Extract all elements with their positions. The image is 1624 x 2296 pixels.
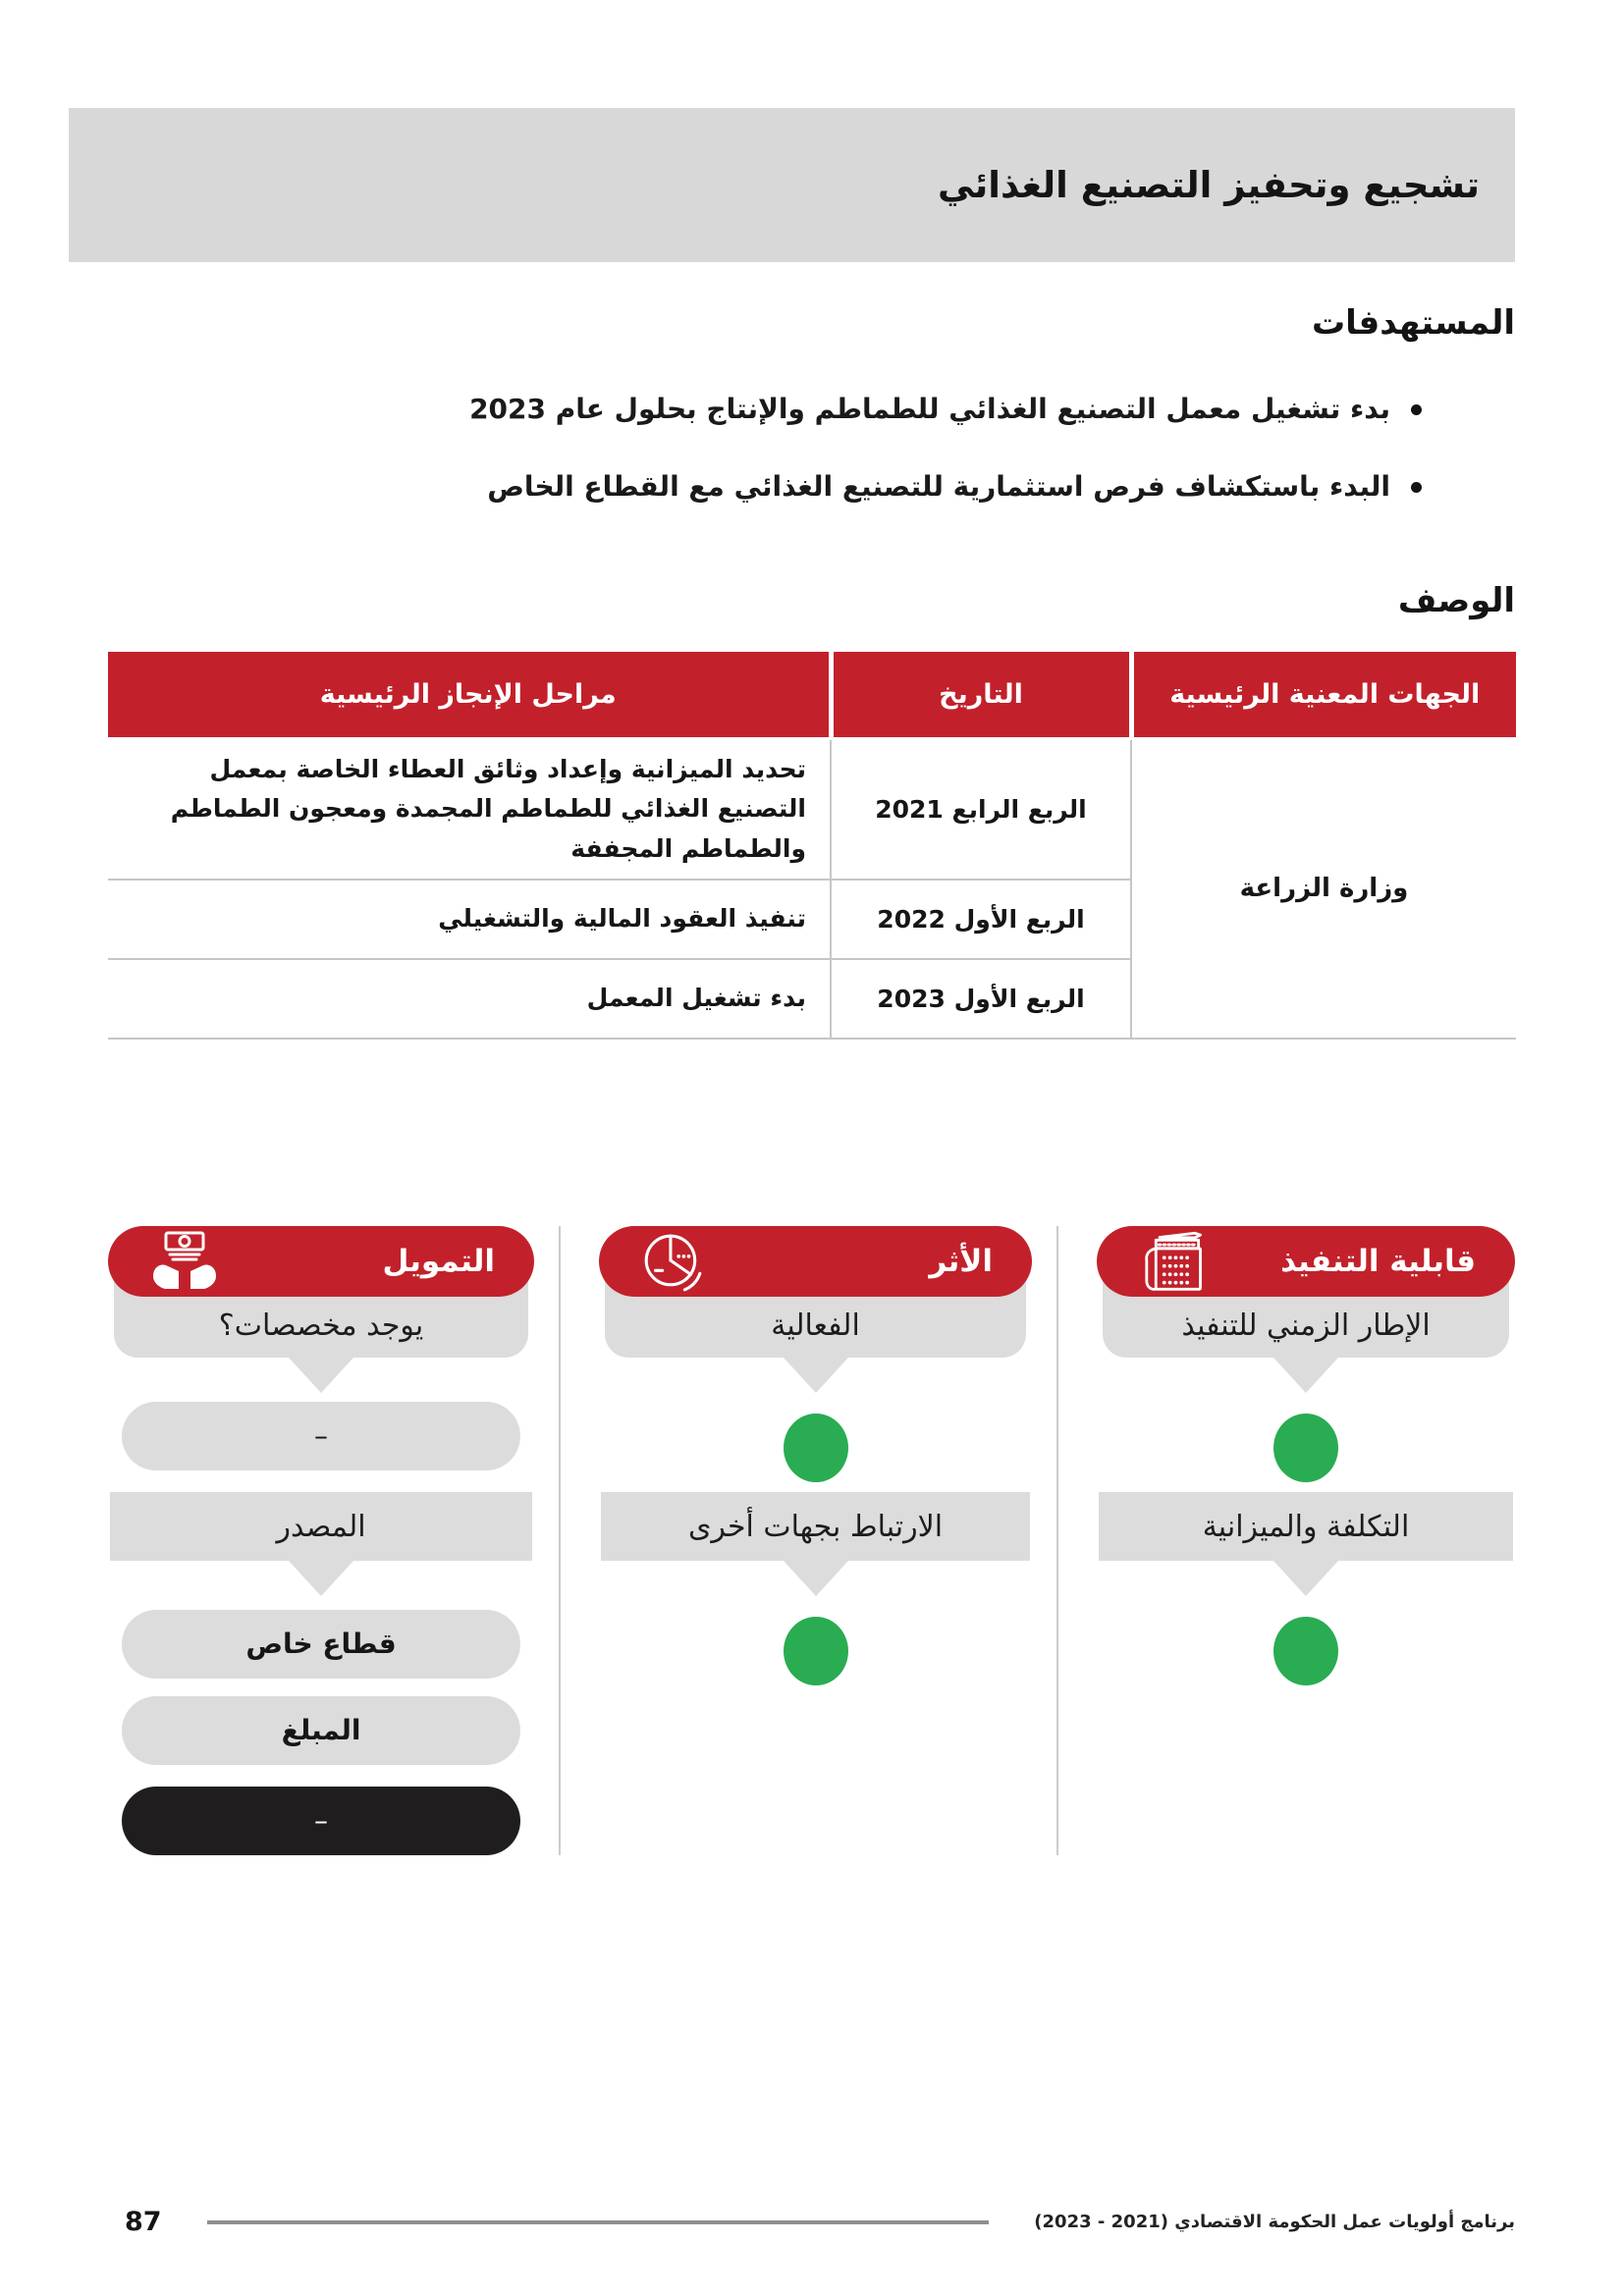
entity-cell: وزارة الزراعة <box>1131 738 1516 1039</box>
funding-field-label <box>110 1492 532 1561</box>
funding-field-value: – <box>122 1402 520 1470</box>
milestone-cell: تحديد الميزانية وإعداد وثائق العطاء الخاصة بمعمل التصنيع الغذائي للطماطم المجمدة ومعجون الطماطم والطماطم المجففة <box>108 738 831 880</box>
criterion-text: الفعالية <box>771 1308 860 1343</box>
page-title-banner <box>69 108 1515 262</box>
funding-field-label: المبلغ <box>122 1696 520 1765</box>
feasibility-card <box>1097 1226 1515 1855</box>
funding-card <box>108 1226 534 1855</box>
table-header-row <box>108 652 1516 738</box>
hands-money-icon <box>149 1231 220 1292</box>
date-cell: الربع الأول 2023 <box>831 959 1131 1039</box>
funding-field-value: – <box>122 1787 520 1855</box>
target-item-text: البدء باستكشاف فرص استثمارية للتصنيع الغذائي مع القطاع الخاص <box>487 470 1390 503</box>
status-dot-green <box>1273 1617 1338 1685</box>
impact-criterion-label <box>601 1492 1030 1561</box>
impact-card-title: الأثر <box>929 1243 993 1279</box>
milestone-cell: بدء تشغيل المعمل <box>108 959 831 1039</box>
column-header-date: التاريخ <box>831 652 1131 738</box>
milestones-table <box>108 652 1516 1040</box>
impact-card <box>599 1226 1032 1855</box>
card-divider <box>559 1226 561 1855</box>
feasibility-card-title: قابلية التنفيذ <box>1280 1243 1476 1279</box>
field-label-text: المصدر <box>276 1509 366 1544</box>
milestone-cell: تنفيذ العقود المالية والتشغيلي <box>108 880 831 959</box>
bullet-icon <box>1411 482 1422 493</box>
funding-card-title: التمويل <box>382 1243 495 1279</box>
pie-chart-icon <box>640 1229 705 1294</box>
field-label-text: يوجد مخصصات؟ <box>218 1308 424 1343</box>
criterion-text: الإطار الزمني للتنفيذ <box>1181 1308 1431 1343</box>
page-number: 87 <box>125 2207 162 2237</box>
status-dot-green <box>784 1617 848 1685</box>
footer-rule <box>207 2220 990 2224</box>
targets-heading: المستهدفات <box>1312 303 1515 343</box>
criterion-text: الارتباط بجهات أخرى <box>687 1509 944 1544</box>
column-header-entities: الجهات المعنية الرئيسية <box>1131 652 1516 738</box>
target-item-text: بدء تشغيل معمل التصنيع الغذائي للطماطم والإنتاج بحلول عام 2023 <box>469 393 1390 425</box>
page-footer <box>0 2207 1624 2237</box>
status-dot-green <box>784 1414 848 1482</box>
funding-field-value: قطاع خاص <box>122 1610 520 1679</box>
status-dot-green <box>1273 1414 1338 1482</box>
date-cell: الربع الرابع 2021 <box>831 738 1131 880</box>
funding-card-header <box>108 1226 534 1297</box>
date-cell: الربع الأول 2022 <box>831 880 1131 959</box>
target-list-item <box>0 465 1428 508</box>
table-row <box>108 738 1516 880</box>
feasibility-criterion-label <box>1099 1492 1513 1561</box>
bullet-icon <box>1411 404 1422 415</box>
calendar-planner-icon <box>1138 1229 1215 1294</box>
targets-list <box>0 388 1428 508</box>
assessment-cards <box>0 1226 1624 1855</box>
feasibility-card-header <box>1097 1226 1515 1297</box>
card-divider <box>1056 1226 1058 1855</box>
description-heading: الوصف <box>1397 581 1515 620</box>
footer-program-title: برنامج أولويات عمل الحكومة الاقتصادي (2021 - 2023) <box>1034 2212 1515 2232</box>
target-list-item <box>0 388 1428 431</box>
criterion-text: التكلفة والميزانية <box>1202 1509 1410 1544</box>
page-title: تشجيع وتحفيز التصنيع الغذائي <box>937 164 1480 206</box>
column-header-milestones: مراحل الإنجاز الرئيسية <box>108 652 831 738</box>
impact-card-header <box>599 1226 1032 1297</box>
